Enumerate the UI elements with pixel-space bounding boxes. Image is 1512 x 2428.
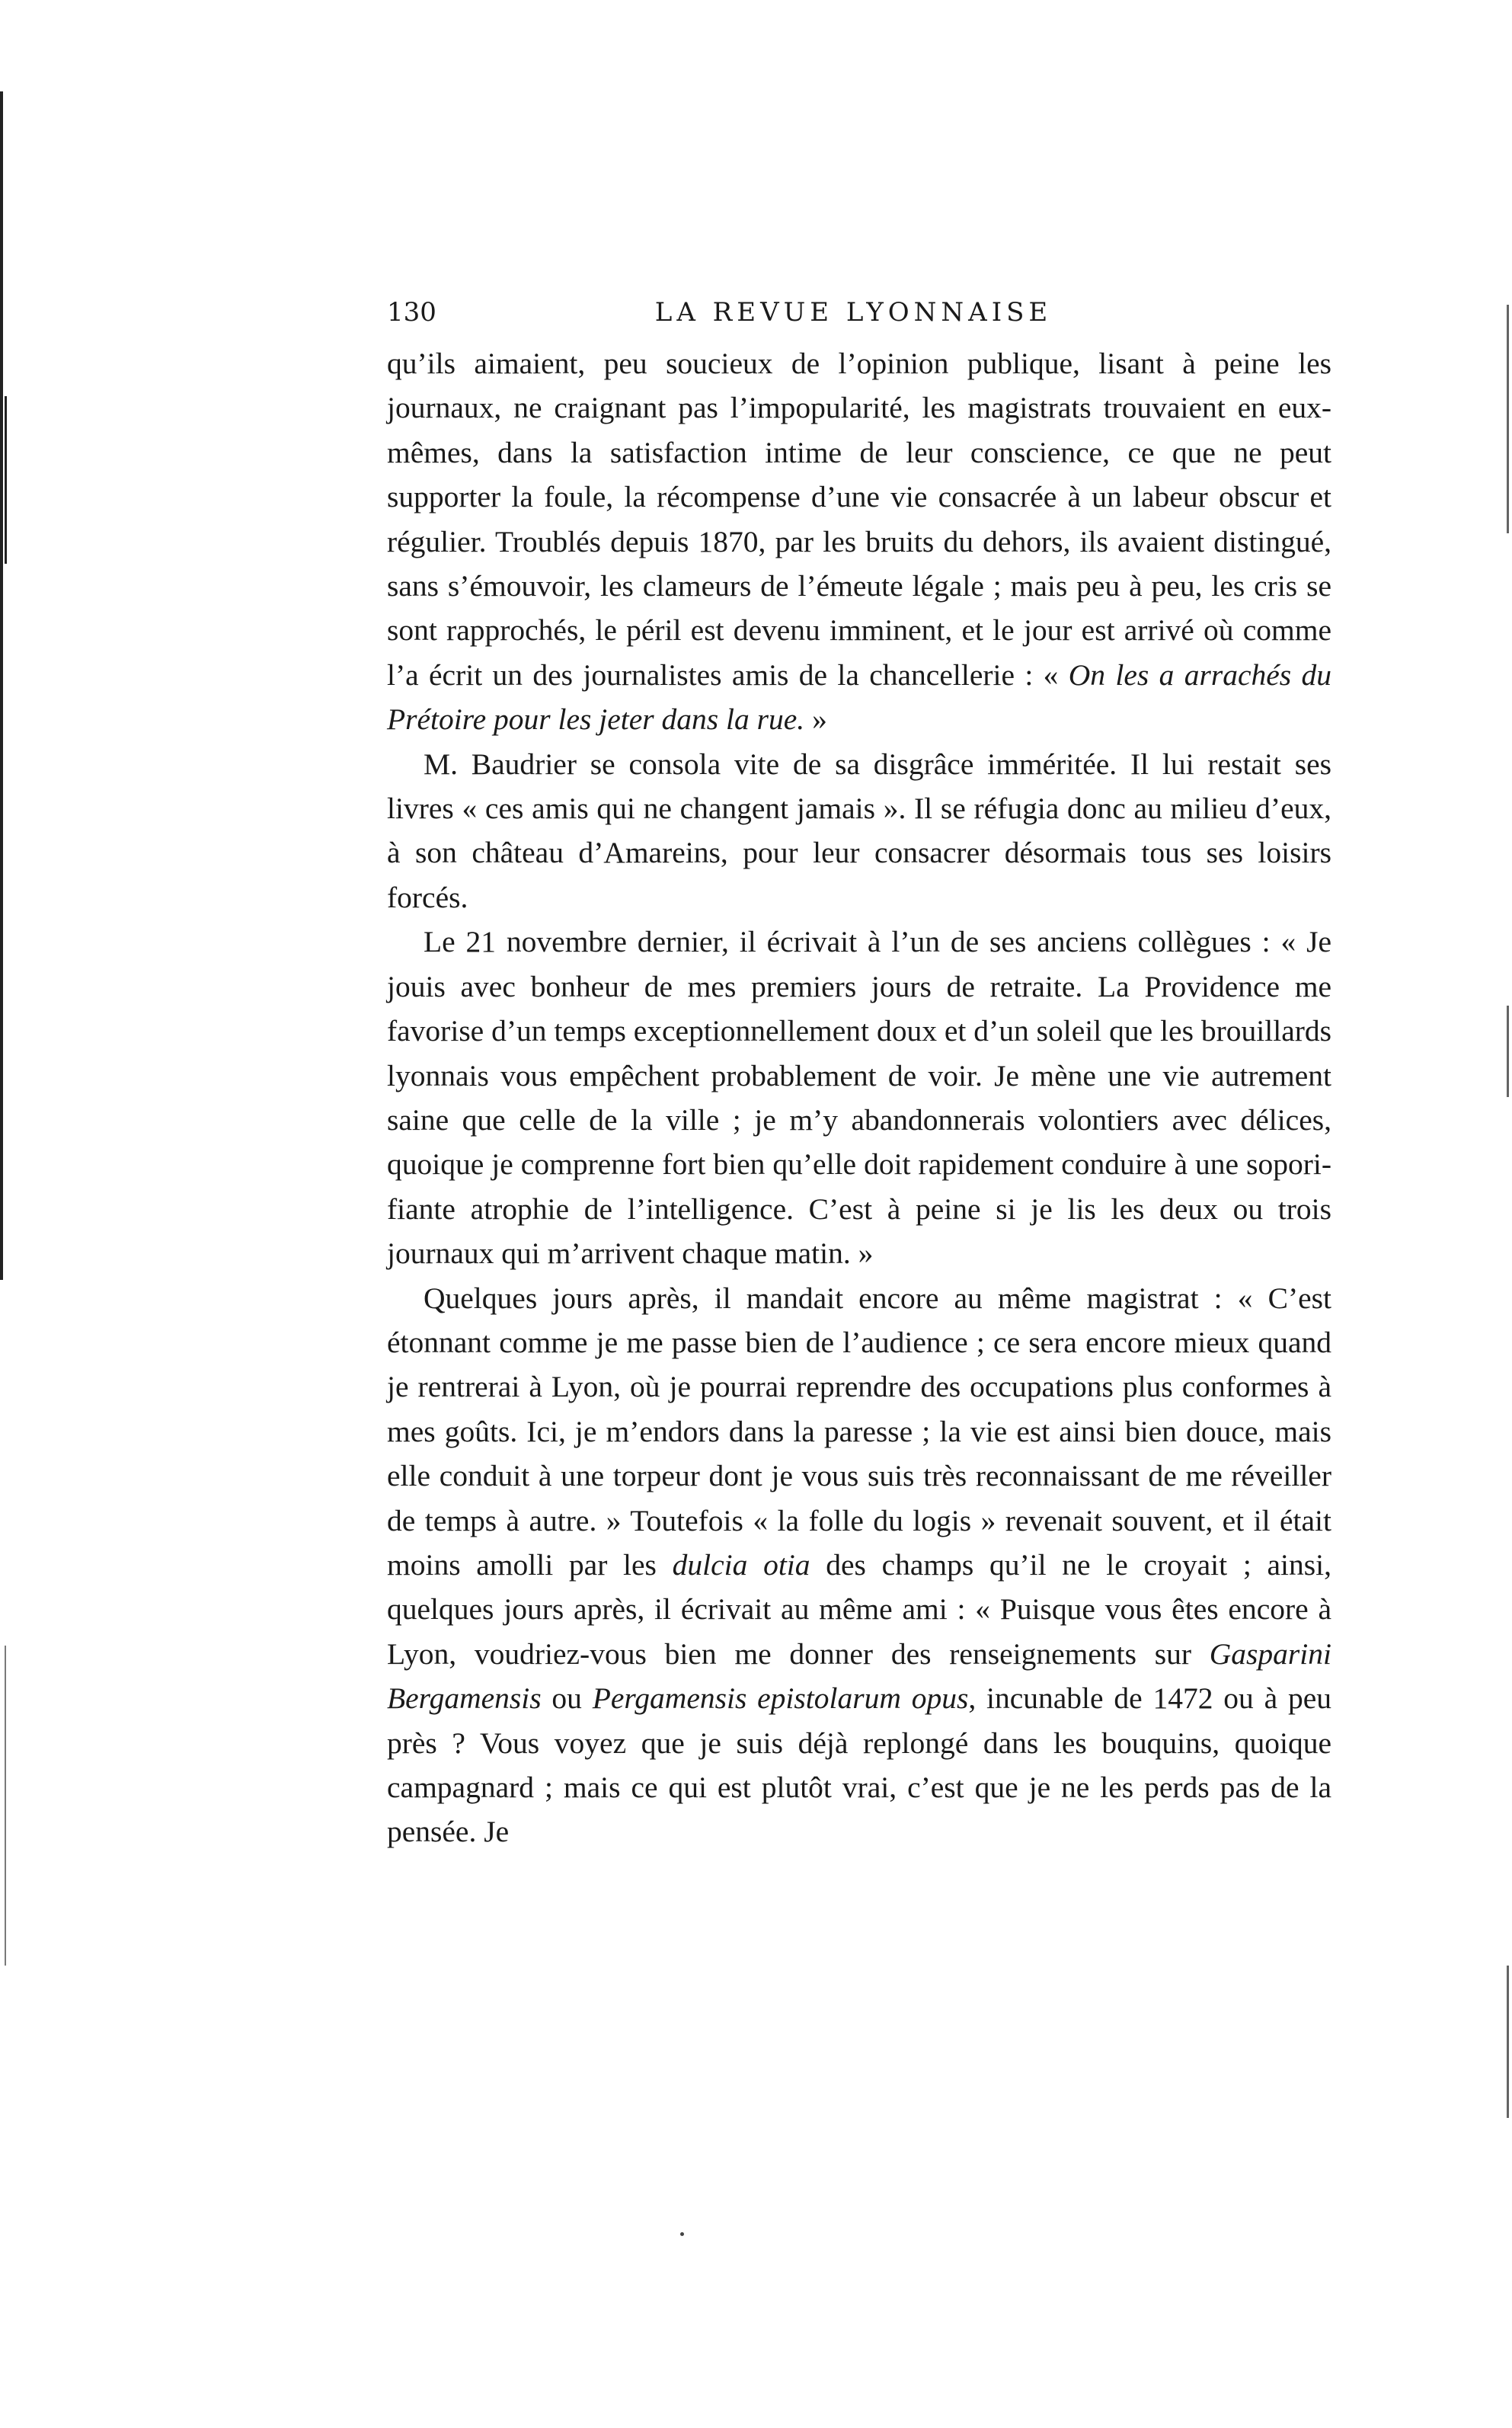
paragraph xyxy=(387,1276,1331,1854)
body-text xyxy=(387,341,1331,1854)
paragraph xyxy=(387,920,1331,1275)
text-run: » xyxy=(804,702,827,737)
paragraph xyxy=(387,742,1331,920)
italic-text: dulcia otia xyxy=(672,1547,810,1582)
page-number: 130 xyxy=(387,297,436,328)
paragraph xyxy=(387,341,1331,742)
scan-edge-right-lower xyxy=(1507,1966,1509,2118)
scan-edge-left-lower xyxy=(5,1646,6,1966)
text-run: des champs qu’il ne le croyait ; ainsi, quelques jours après, il écrivait au même ami : « Puisque vous êtes encore à Lyon, voudriez-vous bien me donner des renseignements sur xyxy=(387,1547,1331,1671)
italic-text: On les a arrachés du Prétoire pour les jeter dans la rue. xyxy=(387,657,1331,737)
page-header xyxy=(387,290,1320,335)
text-run: , incunable de 1472 ou à peu près ? Vous voyez que je suis déjà replongé dans les bouquins, quoique campagnard ; mais ce qui est plutôt vrai, c’est que je ne les perds pas de la pensée. Je xyxy=(387,1681,1331,1849)
italic-text: Pergamensis epistolarum opus xyxy=(592,1681,969,1716)
running-title: LA REVUE LYONNAISE xyxy=(654,297,1053,328)
scan-edge-left xyxy=(0,91,3,1280)
text-run: ou xyxy=(541,1681,593,1716)
text-run: M. Baudrier se consola vite de sa disgrâce imméritée. Il lui restait ses livres « ces amis qui ne changent jamais ». Il se réfugia donc au milieu d’eux, à son château d’Amareins, pour leur consacrer désormais tous ses loisirs forcés. xyxy=(387,747,1331,914)
scan-edge-right-mid xyxy=(1507,1006,1509,1097)
text-run: Quelques jours après, il mandait encore au même magistrat : « C’est étonnant comme je me passe bien de l’audience ; ce sera encore mieux quand je rentrerai à Lyon, où je pourrai reprendre des occupations plus conformes à mes goûts. Ici, je m’endors dans la paresse ; la vie est ainsi bien douce, mais elle conduit à une torpeur dont je vous suis très reconnaissant de me réveiller de temps à autre. » Toutefois « la folle du logis » revenait souvent, et il était moins amolli par les xyxy=(387,1281,1331,1582)
italic-text: Gasparini Bergamensis xyxy=(387,1636,1331,1716)
scan-edge-right xyxy=(1507,305,1509,533)
speck xyxy=(680,2232,684,2236)
text-run: qu’ils aimaient, peu soucieux de l’opinion publique, lisant à peine les journaux, ne craignant pas l’impopularité, les magistrats trouvaient en eux-mêmes, dans la satisfaction intime de leur conscience, ce que ne peut supporter la foule, la récompense d’une vie consacrée à un labeur obscur et régulier. Troublés depuis 1870, par les bruits du dehors, ils avaient distingué, sans s’émouvoir, les clameurs de l’émeute légale ; mais peu à peu, les cris se sont rapprochés, le péril est devenu imminent, et le jour est arrivé où comme l’a écrit un des journalistes amis de la chancellerie : « xyxy=(387,347,1331,692)
text-run: Le 21 novembre dernier, il écrivait à l’un de ses anciens collègues : « Je jouis avec bonheur de mes premiers jours de retraite. La Providence me favorise d’un temps exceptionnellement doux et d’un soleil que les brouillards lyonnais vous empêchent probablement de voir. Je mène une vie autrement saine que celle de la ville ; je m’y abandonnerais volontiers avec délices, quoique je comprenne fort bien qu’elle doit rapidement conduire à une soporifiante atrophie de l’intelligence. C’est à peine si je lis les deux ou trois journaux qui m’arrivent chaque matin. » xyxy=(387,925,1331,1271)
scan-edge-left-mark xyxy=(5,396,7,564)
